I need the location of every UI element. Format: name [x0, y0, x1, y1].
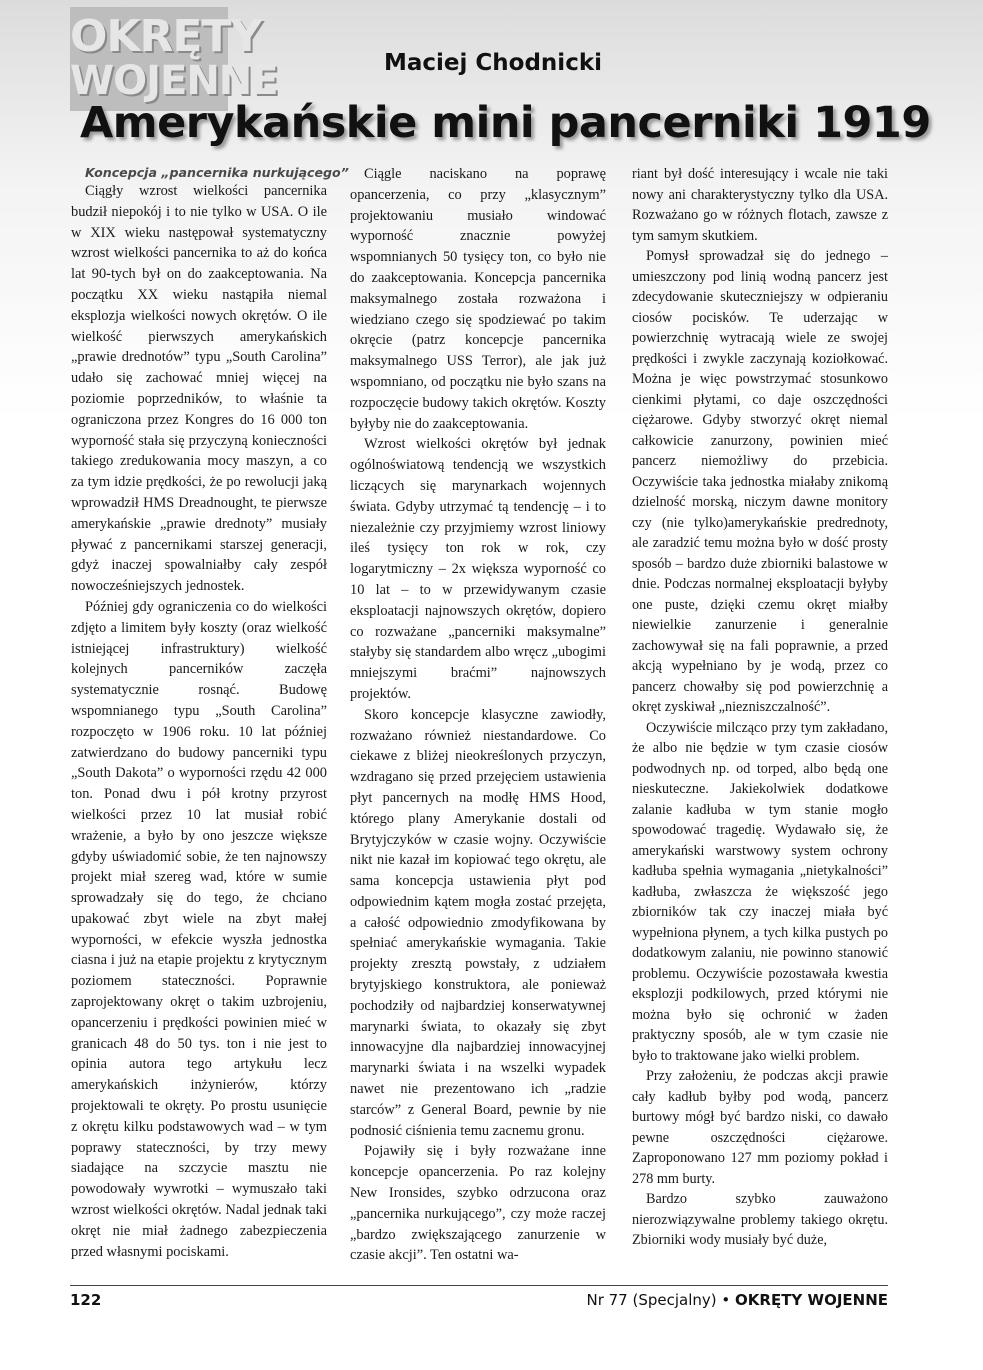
- page-number: 122: [70, 1291, 102, 1309]
- text-column-2: [350, 164, 606, 1266]
- text-column-3: [632, 164, 888, 1251]
- paragraph: Bardzo szybko zauważono nierozwiązywalne problemy takiego okrętu. Zbiorniki wody musiały być duże,: [632, 1191, 888, 1248]
- publication-info: [586, 1291, 888, 1309]
- footer-divider: [70, 1285, 888, 1286]
- paragraph: Pojawiły się i były rozważane inne koncepcje opancerzenia. Po raz kolejny New Ironsides, szybko odrzucona oraz „pancernika nurkującego”, czy może raczej „bardzo zwiększającego zanurzenie w czasie akcji”. Ten ostatni wa-: [350, 1143, 606, 1264]
- paragraph: Wzrost wielkości okrętów był jednak ogólnoświatową tendencją we wszystkich liczących się marynarkach wojennych świata. Gdyby utrzymać tą tendencję – i to niezależnie czy przyjmiemy wzrost liniowy ileś tysięcy ton rok w rok, czy logarytmiczny – 2x większa wyporność co 10 lat – to w przewidywanym czasie eksploatacji najnowszych okrętów, dopiero co rozważane „pancerniki maksymalne” stałyby się standardem albo wręcz „ubogimi mniejszymi braćmi” najnowszych projektów.: [350, 436, 606, 702]
- paragraph: Później gdy ograniczenia co do wielkości zdjęto a limitem były koszty (oraz wielkość istniejącej infrastruktury) wielkość kolejnych pancerników zaczęła systematycznie rosnąć. Budowę wspomnianego typu „South Carolina” rozpoczęto w 1906 roku. 10 lat później zatwierdzano do budowy pancerniki typu „South Dakota” o wyporności rzędu 42 000 ton. Ponad dwu i pół krotny przyrost wielkości przez 10 lat musiał robić wrażenie, a było by ono jeszcze większe gdyby uświadomić sobie, że ten najnowszy projekt miał szereg wad, które w sumie sprowadzały się do tego, że chciano upakować zbyt wiele na zbyt małej wyporności, w efekcie wyszła jednostka ciasna i już na etapie projektu z krytycznym poziomem stateczności. Poprawnie zaprojektowany okręt o takim uzbrojeniu, opancerzeniu i prędkości powinien mieć w granicach 48 do 50 tys. ton i nie jest to opinia autora tego artykułu lecz amerykańskich inżynierów, którzy projektowali te okręty. Po prostu usunięcie z okrętu kilku podstawowych wad – w tym poprawy stateczności, by trzy mewy siadające na szczycie masztu nie powodowały wywrotki – wymuszało taki wzrost wielkości okrętów. Nadal jednak taki okręt nie miał żadnego zabezpieczenia przed własnymi pociskami.: [71, 598, 327, 1260]
- issue-number: Nr 77 (Specjalny) •: [586, 1291, 731, 1309]
- logo-line-2: WOJENNE: [70, 58, 278, 104]
- paragraph: Pomysł sprowadzał się do jednego – umieszczony pod linią wodną pancerz jest zdecydowanie skuteczniejszy w odpieraniu ciosów pocisków. Te uderzając w powierzchnię wytracają wiele ze swojej prędkości i zwykle zaczynają koziołkować. Można je więc powstrzymać stosunkowo cienkimi płytami, co daje oszczędności ciężarowe. Gdyby stworzyć okręt niemal całkowicie zanurzony, powinien mieć pancerz niemożliwy do przebicia. Oczywiście taka jednostka miałaby znikomą dzielność morską, niczym dawne monitory czy (nie tylko)amerykańskie predrednoty, ale zaradzić temu można było w dość prosty sposób – bardzo duże zbiorniki balastowe w dnie. Podczas normalnej eksploatacji byłyby one puste, dzięki czemu okręt miałby niewielkie zanurzenie i generalnie zachowywał się na fali poprawnie, a przed akcją wypełniano by je wodą, przez co pancerz chowałby się pod powierzchnię a okręt zyskiwał „niezniszczalność”.: [632, 248, 888, 715]
- paragraph: Skoro koncepcje klasyczne zawiodły, rozważano również niestandardowe. Co ciekawe z bliżej nieokreślonych przyczyn, wzdragano się przed przejęciem ustawienia płyt pancernych na modłę HMS Hood, którego plany Amerykanie dostali od Brytyjczyków w czasie wojny. Oczywiście nikt nie kazał im kopiować tego okrętu, ale sama koncepcja ustawienia płyt pod odpowiednim kątem mogła zostać przejęta, a całość odpowiednio zmodyfikowana by spełniać amerykańskie wymagania. Takie projekty zresztą powstały, z udziałem brytyjskiego konstruktora, ale ponieważ pochodziły od najbardziej konserwatywnej marynarki świata, to okazały się zbyt innowacyjne dla najbardziej innowacyjnej marynarki świata i na wszelki wypadek nawet nie prezentowano ich „radzie starców” z General Board, pewnie by nie podnosić ciśnienia temu zacnemu gronu.: [350, 706, 606, 1139]
- paragraph: riant był dość interesujący i wcale nie taki nowy ani charakterystyczny tylko dla USA. Rozważano go w różnych flotach, zawsze z tym samym skutkiem.: [632, 166, 888, 244]
- author-name: Maciej Chodnicki: [384, 50, 603, 76]
- text-column-1: [71, 164, 349, 1262]
- magazine-name: OKRĘTY WOJENNE: [735, 1291, 888, 1309]
- section-heading: Koncepcja „pancernika nurkującego”: [85, 165, 349, 180]
- logo-line-1: OKRĘTY: [70, 11, 262, 62]
- magazine-logo: [70, 7, 278, 111]
- paragraph: Przy założeniu, że podczas akcji prawie cały kadłub byłby pod wodą, pancerz burtowy mógł być bardzo niski, co dawało pewne oszczędności ciężarowe. Zaproponowano 127 mm poziomy pokład i 278 mm burty.: [632, 1068, 888, 1187]
- article-title: Amerykańskie mini pancerniki 1919: [80, 98, 931, 148]
- paragraph: Ciągły wzrost wielkości pancernika budził niepokój i to nie tylko w USA. O ile w XIX wieku następował systematyczny wzrost wielkości pancernika to aż do końca lat 90-tych był on do zaakceptowania. Na początku XX wieku nastąpiła niemal eksplozja wielkości nowych okrętów. O ile wielkość pierwszych amerykańskich „prawie drednotów” typu „South Carolina” udało się zachować mniej więcej na poziomie poprzedników, to właśnie ta ograniczona przez Kongres do 16 000 ton wyporność stała się przyczyną konieczności takiego zredukowania mocy maszyn, a co za tym idzie prędkości, że po rewolucji jaką wprowadził HMS Dreadnought, te pierwsze amerykańskie „prawie drednoty” musiały pływać z pancernikami starszej generacji, gdyż inaczej spowalniałby cały zespół nowocześniejszych jednostek.: [71, 183, 327, 595]
- paragraph: Ciągle naciskano na poprawę opancerzenia, co przy „klasycznym” projektowaniu musiało windować wyporność znacznie powyżej wspomnianych 50 tysięcy ton, co było nie do zaakceptowania. Koncepcja pancernika maksymalnego została rozważona i wiedziano czego się spodziewać po takim okręcie (patrz koncepcje pancernika maksymalnego USS Terror), ale jak już wspomniano, od początku nie było szans na rozpoczęcie budowy takich okrętów. Koszty byłyby nie do zaakceptowania.: [350, 166, 606, 432]
- paragraph: Oczywiście milcząco przy tym zakładano, że albo nie będzie w tym czasie ciosów podwodnych np. od torped, albo będą one nieskuteczne. Jakiekolwiek dodatkowe zalanie kadłuba w tym stanie mogło spowodować tragedię. Wydawało się, że amerykański warstwowy system ochrony kadłuba spełnia wymagania „nietykalności” kadłuba, zwłaszcza że większość jego zbiorników tak czy inaczej miała być wypełniona płynem, a tych kilka pustych po dodatkowym zalaniu, nie powinno stanowić problemu. Oczywiście pozostawała kwestia eksplozji podkilowych, przed którymi nie można było się ochronić w żaden praktyczny sposób, ale w tym czasie nie było to traktowane jako wielki problem.: [632, 719, 888, 1064]
